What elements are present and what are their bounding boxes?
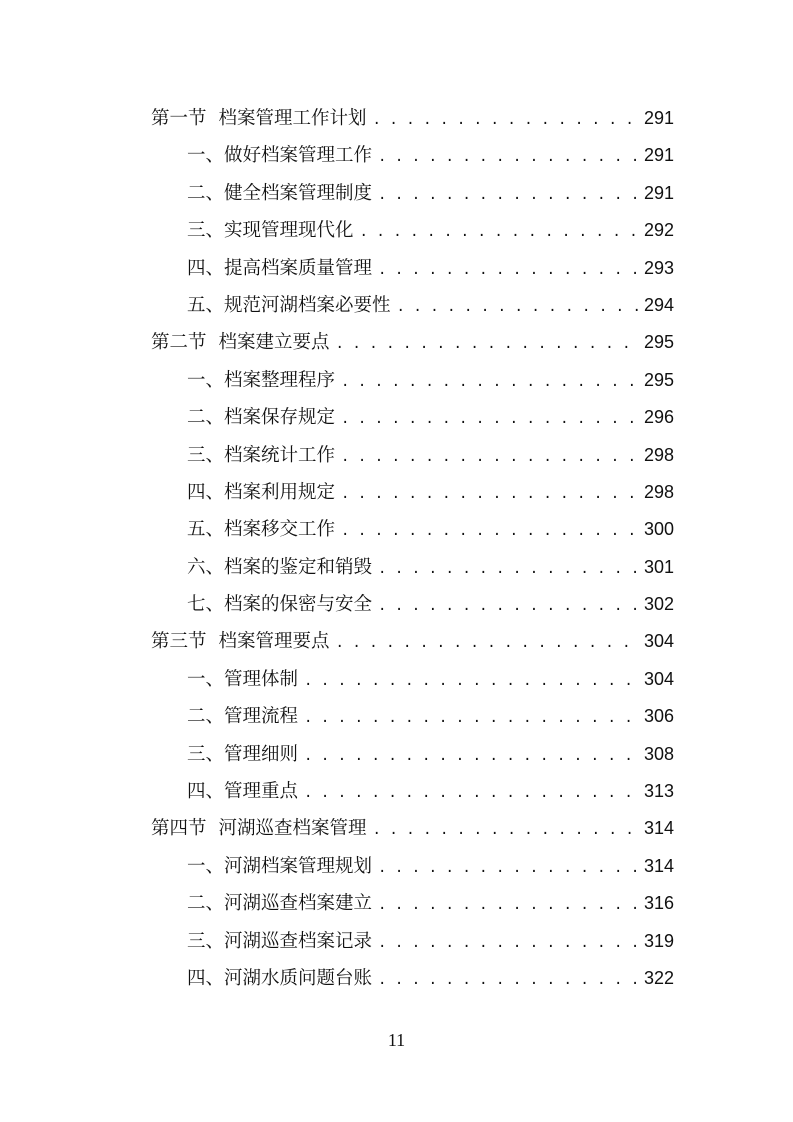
dot-leader [304, 738, 638, 775]
toc-entry-label [187, 175, 372, 212]
toc-entry-number: 四、 [187, 257, 225, 279]
page-number: 11 [387, 1030, 406, 1050]
dot-leader [378, 177, 638, 214]
toc-entry-title: 河湖巡查档案记录 [224, 930, 373, 952]
toc-item-row[interactable] [151, 736, 674, 773]
toc-entry-title: 健全档案管理制度 [224, 182, 373, 204]
table-of-contents [151, 100, 674, 997]
dot-leader [378, 252, 638, 289]
toc-entry-title: 档案整理程序 [224, 369, 336, 391]
dot-leader [304, 700, 638, 737]
toc-page-number: 306 [643, 706, 674, 727]
toc-page-number: 316 [643, 893, 674, 914]
toc-entry-label [187, 923, 372, 960]
toc-entry-number: 第三节 [151, 631, 207, 653]
toc-page-number: 304 [643, 668, 674, 689]
toc-entry-title: 河湖水质问题台账 [224, 967, 373, 989]
toc-entry-number: 第一节 [151, 108, 207, 129]
toc-page-number: 296 [643, 407, 674, 428]
toc-entry-title: 档案移交工作 [224, 519, 336, 541]
toc-entry-label [187, 511, 335, 548]
toc-entry-label [187, 848, 372, 885]
toc-entry-title: 档案保存规定 [224, 407, 336, 429]
toc-page-number: 298 [643, 481, 674, 502]
dot-leader [378, 850, 638, 887]
toc-entry-number: 第四节 [151, 818, 207, 840]
toc-entry-title: 档案利用规定 [224, 481, 336, 503]
toc-page-number: 308 [643, 743, 674, 764]
dot-leader [341, 513, 638, 550]
dot-leader [336, 326, 638, 363]
toc-page-number: 291 [643, 145, 674, 166]
dot-leader [373, 102, 638, 139]
dot-leader [378, 887, 638, 924]
toc-page-number: 295 [643, 332, 674, 353]
dot-leader [373, 812, 638, 849]
toc-entry-title: 管理细则 [224, 743, 299, 765]
toc-page-number: 295 [643, 369, 674, 390]
toc-entry-title: 管理体制 [224, 668, 299, 690]
toc-page-number: 304 [643, 631, 674, 652]
toc-entry-label [187, 549, 372, 586]
toc-entry-label [151, 810, 367, 847]
toc-item-row[interactable] [151, 287, 674, 324]
toc-entry-label [187, 474, 335, 511]
toc-item-row[interactable] [151, 399, 674, 436]
toc-entry-number: 三、 [187, 743, 225, 765]
toc-section-row[interactable] [151, 100, 674, 137]
toc-entry-label [151, 623, 330, 660]
toc-item-row[interactable] [151, 362, 674, 399]
toc-entry-number: 一、 [187, 145, 225, 167]
toc-item-row[interactable] [151, 549, 674, 586]
toc-entry-title: 档案管理工作计划 [218, 108, 367, 129]
toc-entry-label [187, 736, 298, 773]
toc-item-row[interactable] [151, 885, 674, 922]
dot-leader [304, 775, 638, 812]
toc-entry-title: 档案统计工作 [224, 444, 336, 466]
toc-entry-number: 二、 [187, 893, 225, 915]
toc-entry-title: 河湖档案管理规划 [224, 855, 373, 877]
toc-entry-title: 档案的鉴定和销毁 [224, 556, 373, 578]
toc-entry-title: 档案管理要点 [218, 631, 330, 653]
toc-item-row[interactable] [151, 474, 674, 511]
toc-page-number: 302 [643, 594, 674, 615]
toc-entry-title: 档案建立要点 [218, 332, 330, 354]
toc-page-number: 291 [643, 108, 674, 128]
toc-entry-label [187, 137, 372, 174]
dot-leader [397, 289, 638, 326]
toc-entry-label [187, 586, 372, 623]
toc-item-row[interactable] [151, 137, 674, 174]
toc-entry-number: 三、 [187, 220, 225, 242]
toc-entry-label [187, 773, 298, 810]
toc-page-number: 319 [643, 930, 674, 951]
toc-page-number: 291 [643, 182, 674, 203]
toc-entry-title: 实现管理现代化 [224, 220, 354, 242]
toc-entry-number: 五、 [187, 294, 225, 316]
toc-page-number: 298 [643, 444, 674, 465]
dot-leader [341, 439, 638, 476]
toc-entry-title: 管理流程 [224, 706, 299, 728]
toc-entry-label [187, 960, 372, 997]
toc-entry-number: 三、 [187, 930, 225, 952]
toc-entry-label [187, 250, 372, 287]
toc-entry-number: 七、 [187, 594, 225, 616]
toc-entry-number: 一、 [187, 369, 225, 391]
toc-entry-title: 河湖巡查档案管理 [218, 818, 367, 840]
toc-entry-label [151, 324, 330, 361]
toc-entry-label [187, 362, 335, 399]
toc-item-row[interactable] [151, 960, 674, 997]
toc-item-row[interactable] [151, 586, 674, 623]
toc-item-row[interactable] [151, 250, 674, 287]
dot-leader [378, 551, 638, 588]
toc-item-row[interactable] [151, 773, 674, 810]
toc-entry-label [151, 100, 367, 137]
toc-section-row[interactable] [151, 324, 674, 361]
toc-entry-label [187, 437, 335, 474]
toc-entry-title: 管理重点 [224, 781, 299, 803]
toc-item-row[interactable] [151, 661, 674, 698]
toc-entry-label [187, 399, 335, 436]
toc-page-number: 314 [643, 855, 674, 876]
toc-entry-label [187, 885, 372, 922]
toc-entry-title: 档案的保密与安全 [224, 594, 373, 616]
toc-page-number: 314 [643, 818, 674, 839]
toc-entry-number: 五、 [187, 519, 225, 541]
toc-page-number: 294 [643, 294, 674, 315]
dot-leader [304, 663, 638, 700]
toc-page-number: 301 [643, 556, 674, 577]
dot-leader [360, 214, 638, 251]
toc-item-row[interactable] [151, 511, 674, 548]
toc-entry-label [187, 212, 354, 249]
dot-leader [341, 401, 638, 438]
toc-entry-number: 二、 [187, 706, 225, 728]
dot-leader [336, 625, 638, 662]
toc-entry-number: 一、 [187, 668, 225, 690]
toc-section-row[interactable] [151, 810, 674, 847]
toc-entry-number: 三、 [187, 444, 225, 466]
toc-entry-number: 四、 [187, 481, 225, 503]
toc-entry-title: 提高档案质量管理 [224, 257, 373, 279]
dot-leader [378, 962, 638, 999]
toc-entry-title: 河湖巡查档案建立 [224, 893, 373, 915]
toc-page-number: 293 [643, 257, 674, 278]
toc-entry-number: 第二节 [151, 332, 207, 354]
toc-entry-number: 二、 [187, 407, 225, 429]
toc-page-number: 313 [643, 781, 674, 802]
toc-page-number: 322 [643, 967, 674, 988]
dot-leader [341, 364, 638, 401]
dot-leader [378, 588, 638, 625]
toc-item-row[interactable] [151, 923, 674, 960]
toc-entry-number: 六、 [187, 556, 225, 578]
toc-item-row[interactable] [151, 175, 674, 212]
toc-page-number: 292 [643, 220, 674, 241]
dot-leader [378, 925, 638, 962]
toc-item-row[interactable] [151, 212, 674, 249]
toc-entry-title: 做好档案管理工作 [224, 145, 373, 167]
toc-item-row[interactable] [151, 848, 674, 885]
toc-entry-number: 四、 [187, 967, 225, 989]
dot-leader [341, 476, 638, 513]
toc-section-row[interactable] [151, 623, 674, 660]
toc-entry-label [187, 287, 391, 324]
toc-item-row[interactable] [151, 698, 674, 735]
toc-entry-label [187, 661, 298, 698]
toc-entry-number: 四、 [187, 781, 225, 803]
toc-entry-label [187, 698, 298, 735]
dot-leader [378, 139, 638, 176]
toc-entry-number: 二、 [187, 182, 225, 204]
toc-entry-number: 一、 [187, 855, 225, 877]
toc-entry-title: 规范河湖档案必要性 [224, 294, 391, 316]
toc-page-number: 300 [643, 519, 674, 540]
toc-item-row[interactable] [151, 437, 674, 474]
